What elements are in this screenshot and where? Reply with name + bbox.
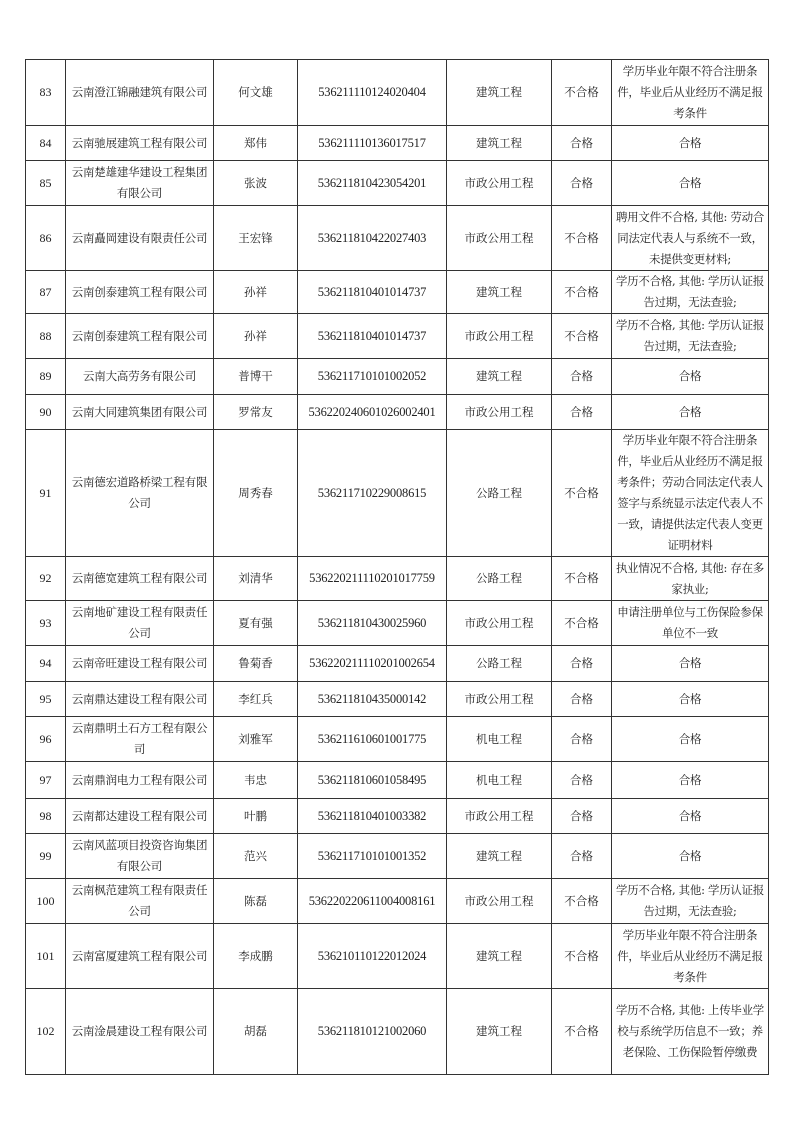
table-row: [26, 879, 769, 924]
review-result: 不合格: [552, 206, 612, 271]
remark: 合格: [612, 359, 769, 395]
table-row: [26, 314, 769, 359]
remark: 学历不合格, 其他: 上传毕业学校与系统学历信息不一致；养老保险、工伤保险暂停缴费: [612, 989, 769, 1075]
review-result: 合格: [552, 682, 612, 717]
person-name: 陈磊: [214, 879, 298, 924]
row-number: 83: [26, 60, 66, 126]
company-name: 云南风蓝项目投资咨询集团有限公司: [66, 834, 214, 879]
company-name: 云南枫范建筑工程有限责任公司: [66, 879, 214, 924]
company-name: 云南驰展建筑工程有限公司: [66, 126, 214, 161]
specialty: 建筑工程: [447, 126, 552, 161]
remark: 合格: [612, 646, 769, 682]
company-name: 云南都达建设工程有限公司: [66, 799, 214, 834]
certificate-number: 536211810435000142: [298, 682, 447, 717]
specialty: 市政公用工程: [447, 682, 552, 717]
row-number: 93: [26, 601, 66, 646]
specialty: 建筑工程: [447, 271, 552, 314]
review-result: 不合格: [552, 601, 612, 646]
remark: 学历毕业年限不符合注册条件，毕业后从业经历不满足报考条件: [612, 60, 769, 126]
certificate-number: 536211710101002052: [298, 359, 447, 395]
table-row: [26, 395, 769, 430]
person-name: 李成鹏: [214, 924, 298, 989]
certificate-number: 536211110136017517: [298, 126, 447, 161]
table-row: [26, 60, 769, 126]
certificate-number: 536211710229008615: [298, 430, 447, 557]
table-row: [26, 206, 769, 271]
company-name: 云南楚雄建华建设工程集团有限公司: [66, 161, 214, 206]
remark: 合格: [612, 395, 769, 430]
remark: 学历毕业年限不符合注册条件，毕业后从业经历不满足报考条件: [612, 924, 769, 989]
table-row: [26, 601, 769, 646]
remark: 合格: [612, 682, 769, 717]
person-name: 周秀春: [214, 430, 298, 557]
specialty: 市政公用工程: [447, 879, 552, 924]
person-name: 叶鹏: [214, 799, 298, 834]
company-name: 云南创泰建筑工程有限公司: [66, 271, 214, 314]
table-row: [26, 557, 769, 601]
results-table: [25, 59, 769, 1075]
row-number: 86: [26, 206, 66, 271]
person-name: 孙祥: [214, 271, 298, 314]
company-name: 云南创泰建筑工程有限公司: [66, 314, 214, 359]
review-result: 合格: [552, 799, 612, 834]
remark: 执业情况不合格, 其他: 存在多家执业;: [612, 557, 769, 601]
row-number: 92: [26, 557, 66, 601]
specialty: 建筑工程: [447, 60, 552, 126]
company-name: 云南地矿建设工程有限责任公司: [66, 601, 214, 646]
person-name: 王宏锋: [214, 206, 298, 271]
row-number: 101: [26, 924, 66, 989]
table-row: [26, 271, 769, 314]
row-number: 89: [26, 359, 66, 395]
company-name: 云南鼎明土石方工程有限公司: [66, 717, 214, 762]
specialty: 市政公用工程: [447, 395, 552, 430]
certificate-number: 536211110124020404: [298, 60, 447, 126]
table-row: [26, 799, 769, 834]
person-name: 韦忠: [214, 762, 298, 799]
specialty: 机电工程: [447, 717, 552, 762]
remark: 合格: [612, 799, 769, 834]
specialty: 市政公用工程: [447, 799, 552, 834]
specialty: 市政公用工程: [447, 161, 552, 206]
specialty: 建筑工程: [447, 834, 552, 879]
remark: 学历不合格, 其他: 学历认证报告过期，无法查验;: [612, 271, 769, 314]
certificate-number: 536211810430025960: [298, 601, 447, 646]
row-number: 96: [26, 717, 66, 762]
review-result: 合格: [552, 161, 612, 206]
certificate-number: 536211710101001352: [298, 834, 447, 879]
review-result: 合格: [552, 646, 612, 682]
row-number: 99: [26, 834, 66, 879]
person-name: 普博干: [214, 359, 298, 395]
person-name: 鲁菊香: [214, 646, 298, 682]
table-row: [26, 430, 769, 557]
row-number: 102: [26, 989, 66, 1075]
row-number: 84: [26, 126, 66, 161]
row-number: 94: [26, 646, 66, 682]
company-name: 云南德宽建筑工程有限公司: [66, 557, 214, 601]
table-row: [26, 682, 769, 717]
certificate-number: 536211810121002060: [298, 989, 447, 1075]
review-result: 不合格: [552, 989, 612, 1075]
review-result: 不合格: [552, 430, 612, 557]
person-name: 孙祥: [214, 314, 298, 359]
certificate-number: 536211810601058495: [298, 762, 447, 799]
specialty: 建筑工程: [447, 359, 552, 395]
review-result: 不合格: [552, 271, 612, 314]
specialty: 市政公用工程: [447, 206, 552, 271]
company-name: 云南淦晨建设工程有限公司: [66, 989, 214, 1075]
review-result: 不合格: [552, 557, 612, 601]
certificate-number: 536211810423054201: [298, 161, 447, 206]
company-name: 云南鼎润电力工程有限公司: [66, 762, 214, 799]
company-name: 云南德宏道路桥梁工程有限公司: [66, 430, 214, 557]
remark: 合格: [612, 762, 769, 799]
table-row: [26, 989, 769, 1075]
remark: 合格: [612, 126, 769, 161]
company-name: 云南富厦建筑工程有限公司: [66, 924, 214, 989]
row-number: 98: [26, 799, 66, 834]
certificate-number: 536211610601001775: [298, 717, 447, 762]
table-row: [26, 762, 769, 799]
person-name: 刘雅军: [214, 717, 298, 762]
person-name: 何文雄: [214, 60, 298, 126]
table-row: [26, 717, 769, 762]
person-name: 郑伟: [214, 126, 298, 161]
certificate-number: 536220220611004008161: [298, 879, 447, 924]
row-number: 91: [26, 430, 66, 557]
person-name: 刘清华: [214, 557, 298, 601]
person-name: 夏有强: [214, 601, 298, 646]
certificate-number: 536220240601026002401: [298, 395, 447, 430]
review-result: 合格: [552, 126, 612, 161]
certificate-number: 536220211110201017759: [298, 557, 447, 601]
remark: 学历不合格, 其他: 学历认证报告过期，无法查验;: [612, 314, 769, 359]
company-name: 云南鼎达建设工程有限公司: [66, 682, 214, 717]
row-number: 87: [26, 271, 66, 314]
table-row: [26, 126, 769, 161]
remark: 学历不合格, 其他: 学历认证报告过期，无法查验;: [612, 879, 769, 924]
company-name: 云南矗岡建设有限责任公司: [66, 206, 214, 271]
row-number: 90: [26, 395, 66, 430]
row-number: 97: [26, 762, 66, 799]
table-row: [26, 646, 769, 682]
remark: 学历毕业年限不符合注册条件，毕业后从业经历不满足报考条件；劳动合同法定代表人签字与系统显示法定代表人不一致，请提供法定代表人变更证明材料: [612, 430, 769, 557]
person-name: 罗常友: [214, 395, 298, 430]
review-result: 不合格: [552, 314, 612, 359]
specialty: 公路工程: [447, 646, 552, 682]
row-number: 88: [26, 314, 66, 359]
person-name: 胡磊: [214, 989, 298, 1075]
specialty: 建筑工程: [447, 989, 552, 1075]
person-name: 李红兵: [214, 682, 298, 717]
table-row: [26, 834, 769, 879]
row-number: 95: [26, 682, 66, 717]
review-result: 合格: [552, 359, 612, 395]
remark: 申请注册单位与工伤保险参保单位不一致: [612, 601, 769, 646]
table-row: [26, 161, 769, 206]
person-name: 范兴: [214, 834, 298, 879]
review-result: 合格: [552, 717, 612, 762]
specialty: 公路工程: [447, 557, 552, 601]
specialty: 市政公用工程: [447, 314, 552, 359]
row-number: 85: [26, 161, 66, 206]
review-result: 不合格: [552, 60, 612, 126]
review-result: 合格: [552, 762, 612, 799]
review-result: 合格: [552, 395, 612, 430]
person-name: 张波: [214, 161, 298, 206]
certificate-number: 536211810401014737: [298, 314, 447, 359]
table-row: [26, 359, 769, 395]
certificate-number: 536211810422027403: [298, 206, 447, 271]
remark: 合格: [612, 717, 769, 762]
review-result: 合格: [552, 834, 612, 879]
company-name: 云南大同建筑集团有限公司: [66, 395, 214, 430]
table-row: [26, 924, 769, 989]
specialty: 机电工程: [447, 762, 552, 799]
review-result: 不合格: [552, 879, 612, 924]
certificate-number: 536210110122012024: [298, 924, 447, 989]
certificate-number: 536220211110201002654: [298, 646, 447, 682]
review-result: 不合格: [552, 924, 612, 989]
specialty: 建筑工程: [447, 924, 552, 989]
specialty: 公路工程: [447, 430, 552, 557]
certificate-number: 536211810401014737: [298, 271, 447, 314]
certificate-number: 536211810401003382: [298, 799, 447, 834]
company-name: 云南澄江锦融建筑有限公司: [66, 60, 214, 126]
company-name: 云南帝旺建设工程有限公司: [66, 646, 214, 682]
row-number: 100: [26, 879, 66, 924]
remark: 合格: [612, 834, 769, 879]
specialty: 市政公用工程: [447, 601, 552, 646]
remark: 合格: [612, 161, 769, 206]
remark: 聘用文件不合格, 其他: 劳动合同法定代表人与系统不一致，未提供变更材料;: [612, 206, 769, 271]
company-name: 云南大高劳务有限公司: [66, 359, 214, 395]
